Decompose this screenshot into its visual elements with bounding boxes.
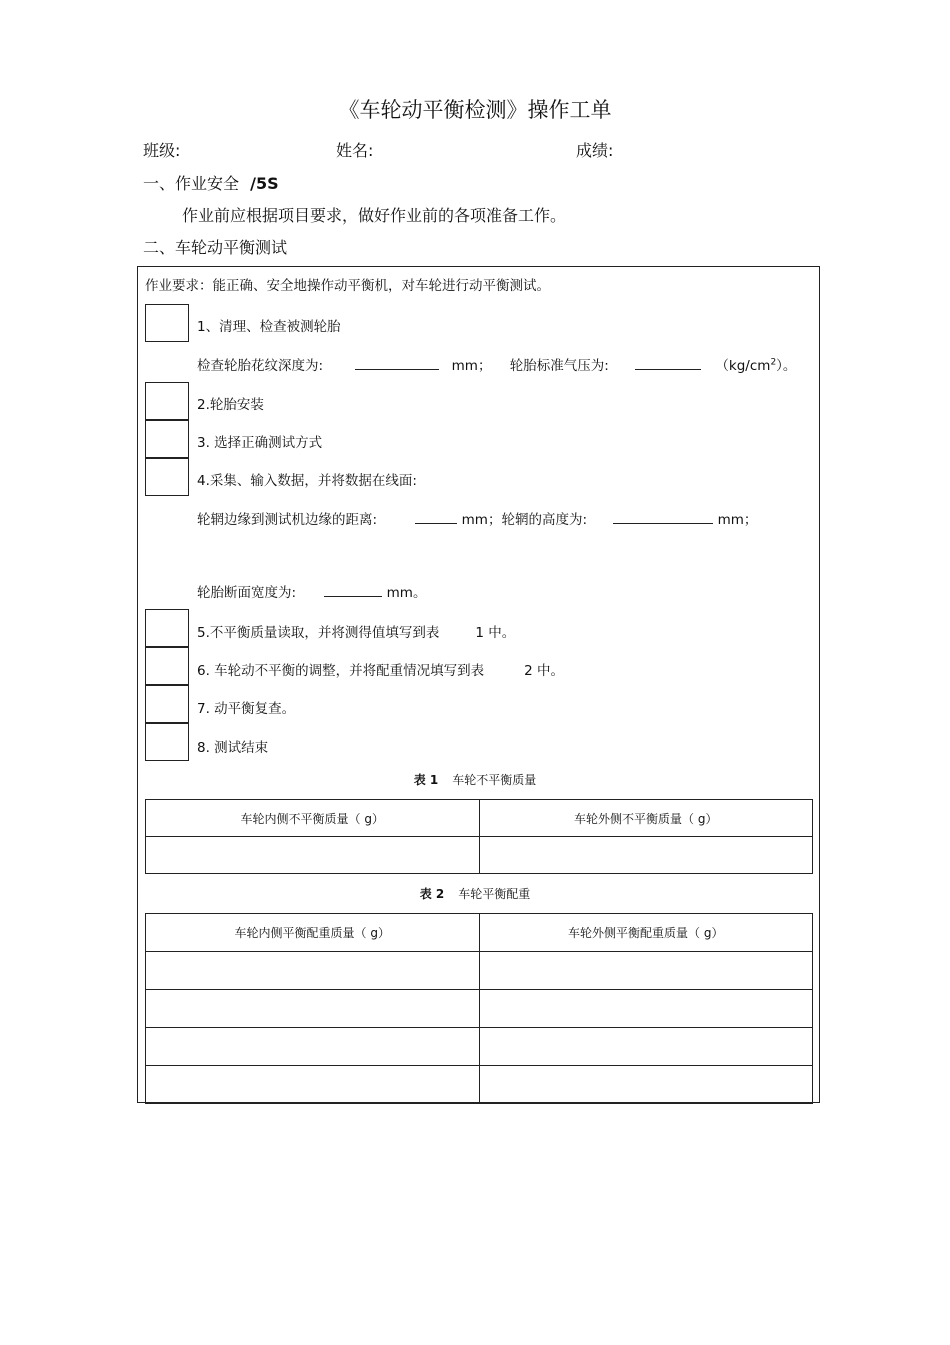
tire-width-unit: mm。 — [386, 585, 427, 601]
tire-pressure-label: 轮胎标准气压为: — [509, 358, 609, 374]
step2-checkbox[interactable] — [145, 382, 189, 420]
section1-heading-suffix: /5S — [250, 174, 279, 193]
table2-cell[interactable] — [146, 1066, 480, 1104]
tread-depth-unit: mm； — [451, 358, 492, 374]
rim-distance-label: 轮辋边缘到测试机边缘的距离: — [197, 512, 378, 528]
table1-cell-outer[interactable] — [479, 837, 813, 874]
rim-height-blank[interactable] — [613, 509, 713, 524]
table2-header-inner: 车轮内侧平衡配重质量（ g） — [146, 914, 480, 952]
table1-caption: 表 1 车轮不平衡质量 — [413, 773, 537, 787]
tire-pressure-unit: $(kg/cm^2)$。 — [715, 357, 797, 374]
section1-text: 作业前应根据项目要求，做好作业前的各项准备工作。 — [182, 206, 567, 225]
table2-cell[interactable] — [146, 990, 480, 1028]
tire-width-label: 轮胎断面宽度为: — [197, 585, 297, 601]
section2-heading: 二、车轮动平衡测试 — [143, 238, 288, 257]
table1-cell-inner[interactable] — [146, 837, 480, 874]
tread-depth-label: 检查轮胎花纹深度为: — [197, 358, 324, 374]
table1-header-inner: 车轮内侧不平衡质量（ g） — [146, 800, 480, 837]
tread-depth-blank[interactable] — [355, 355, 439, 370]
step5-label: 5.不平衡质量读取，并将测得值填写到表 1 中。 — [197, 625, 516, 641]
table2-header-outer: 车轮外侧平衡配重质量（ g） — [479, 914, 813, 952]
step4-checkbox[interactable] — [145, 458, 189, 496]
rim-distance-blank[interactable] — [415, 509, 457, 524]
rim-height-label: mm；轮辋的高度为: — [461, 512, 588, 528]
table1-header-outer: 车轮外侧不平衡质量（ g） — [479, 800, 813, 837]
step7-checkbox[interactable] — [145, 685, 189, 723]
step8-label: 8. 测试结束 — [197, 740, 269, 756]
rim-height-unit: mm； — [717, 512, 758, 528]
section1-heading-prefix: 一、作业安全 — [143, 174, 240, 193]
step2-label: 2.轮胎安装 — [197, 397, 264, 413]
table1 — [145, 799, 813, 874]
table2-cell[interactable] — [479, 990, 813, 1028]
step8-checkbox[interactable] — [145, 723, 189, 761]
tire-pressure-blank[interactable] — [635, 355, 701, 370]
step7-label: 7. 动平衡复查。 — [197, 701, 296, 717]
section1-heading — [143, 171, 279, 194]
step5-checkbox[interactable] — [145, 609, 189, 647]
class-label: 班级: — [143, 141, 181, 160]
table2-cell[interactable] — [479, 952, 813, 990]
page-title: 《车轮动平衡检测》操作工单 — [338, 98, 612, 122]
step4-rim-row — [197, 508, 757, 528]
name-label: 姓名: — [336, 141, 374, 160]
step4-width-row — [197, 581, 426, 601]
step6-label: 6. 车轮动不平衡的调整，并将配重情况填写到表 2 中。 — [197, 663, 565, 679]
step3-label: 3. 选择正确测试方式 — [197, 435, 323, 451]
step6-checkbox[interactable] — [145, 647, 189, 685]
table2-cell[interactable] — [479, 1066, 813, 1104]
step3-checkbox[interactable] — [145, 420, 189, 458]
step1-label: 1、清理、检查被测轮胎 — [197, 319, 341, 335]
score-label: 成绩: — [576, 141, 614, 160]
tire-width-blank[interactable] — [324, 582, 382, 597]
step1-tread-depth-row — [197, 354, 796, 374]
work-requirement: 作业要求：能正确、安全地操作动平衡机，对车轮进行动平衡测试。 — [145, 278, 550, 294]
table2-caption: 表 2 车轮平衡配重 — [419, 887, 531, 901]
step4-label: 4.采集、输入数据，并将数据在线面: — [197, 473, 417, 489]
table2 — [145, 913, 813, 1104]
table2-cell[interactable] — [146, 1028, 480, 1066]
table2-cell[interactable] — [479, 1028, 813, 1066]
table2-cell[interactable] — [146, 952, 480, 990]
step1-checkbox[interactable] — [145, 304, 189, 342]
